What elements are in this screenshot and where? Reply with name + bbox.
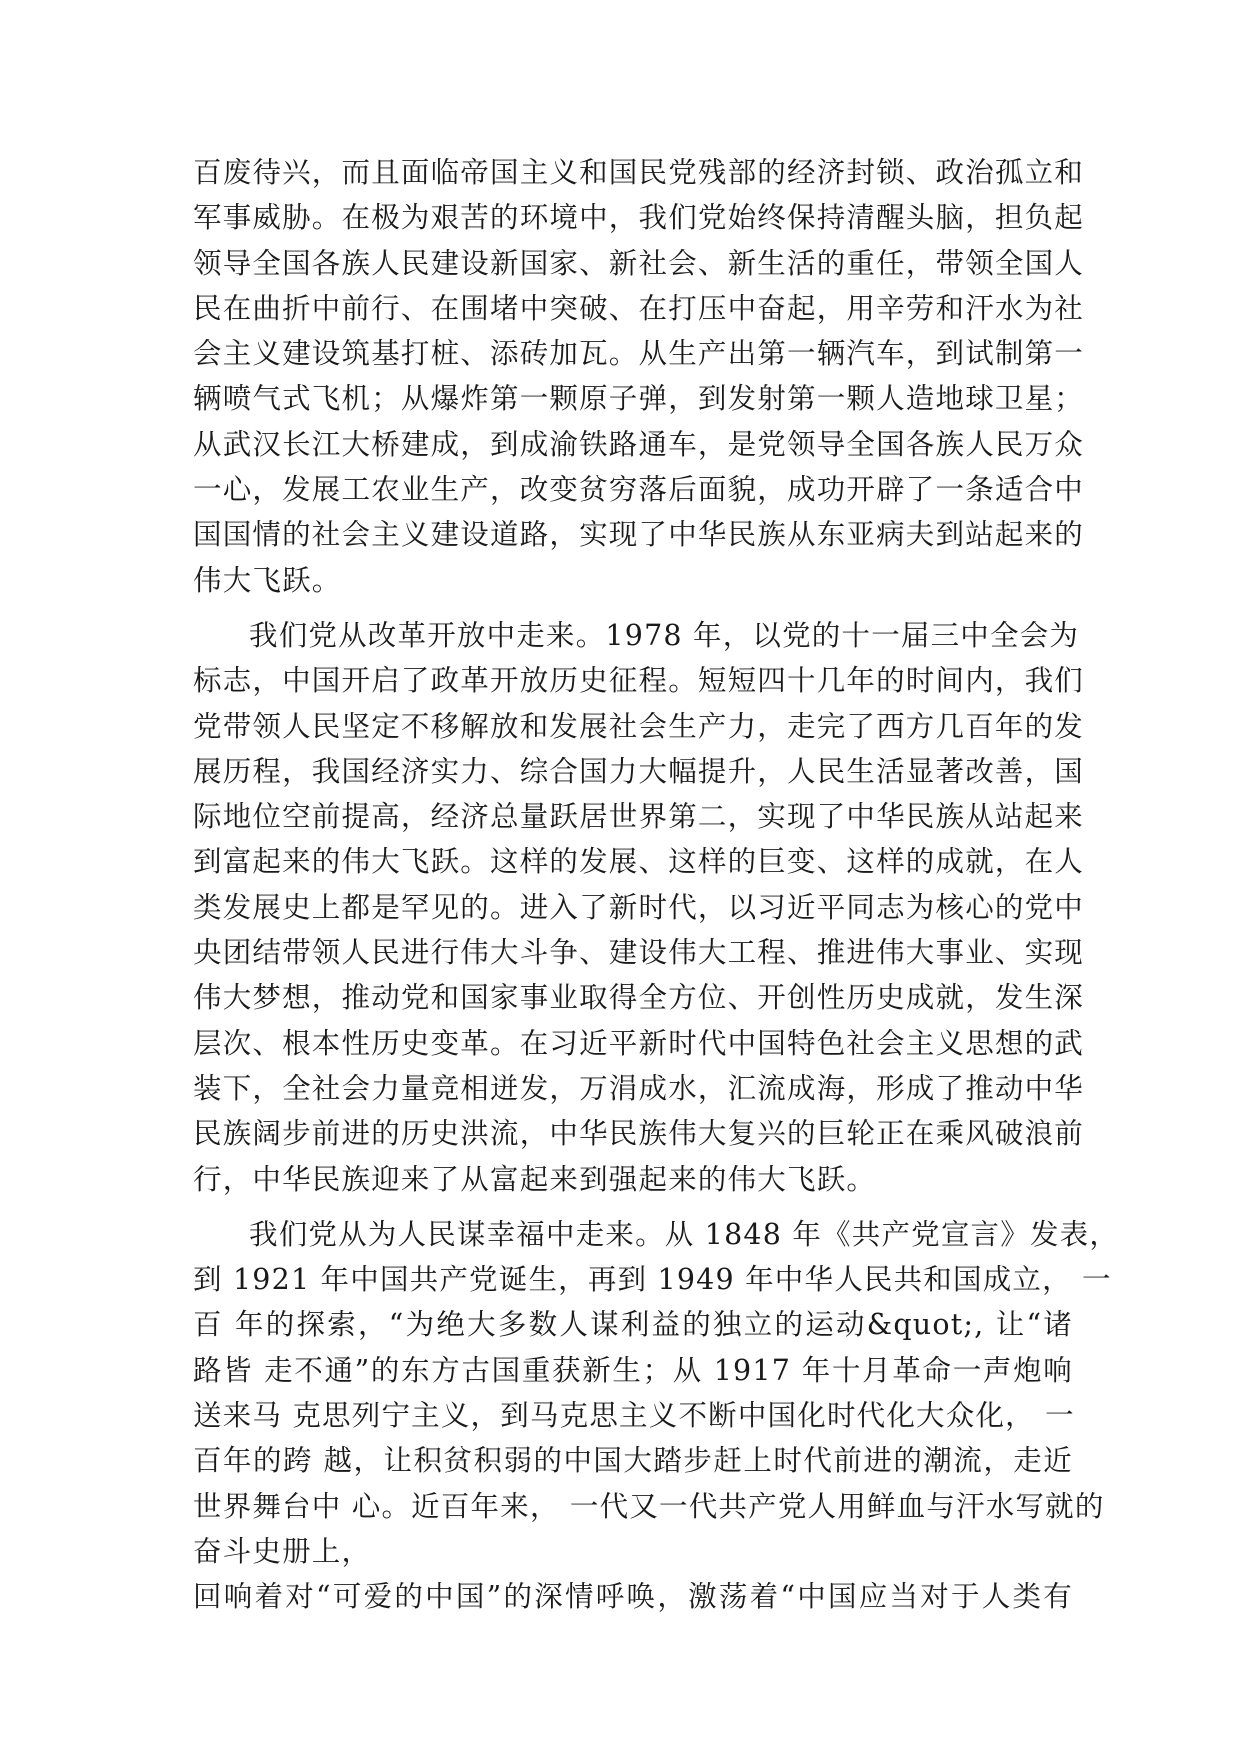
paragraph-1 [193, 150, 1085, 603]
text-line: 装下，全社会力量竞相迸发，万涓成水，汇流成海，形成了推动中华 [193, 1071, 1085, 1105]
paragraph-gap [193, 1202, 1073, 1212]
text-line: 伟大飞跃。 [193, 563, 342, 597]
text-line: 国国情的社会主义建设道路，实现了中华民族从东亚病夫到站起来的 [193, 518, 1085, 552]
text-line: 从武汉长江大桥建成，到成渝铁路通车，是党领导全国各族人民万众 [193, 427, 1085, 461]
text-line: 民在曲折中前行、在围堵中突破、在打压中奋起，用辛劳和汗水为社 [193, 291, 1085, 325]
text-line: 民族阔步前进的历史洪流，中华民族伟大复兴的巨轮正在乘风破浪前 [193, 1117, 1085, 1151]
text-line: 展历程，我国经济实力、综合国力大幅提升，人民生活显著改善，国 [193, 754, 1085, 788]
text-line: 送来马 克思列宁主义，到马克思主义不断中国化时代化大众化， 一 [193, 1399, 1075, 1433]
text-line: 领导全国各族人民建设新国家、新社会、新生活的重任，带领全国人 [193, 246, 1085, 280]
text-line: 我们党从改革开放中走来。1978 年，以党的十一届三中全会为 [249, 618, 1080, 652]
text-line: 际地位空前提高，经济总量跃居世界第二，实现了中华民族从站起来 [193, 800, 1085, 834]
text-line: 类发展史上都是罕见的。进入了新时代，以习近平同志为核心的党中 [193, 890, 1085, 924]
paragraph-gap [193, 603, 1073, 613]
text-line: 军事威胁。在极为艰苦的环境中，我们党始终保持清醒头脑，担负起 [193, 201, 1085, 235]
text-line: 党带领人民坚定不移解放和发展社会生产力，走完了西方几百年的发 [193, 709, 1085, 743]
text-line: 百 年的探索，“为绝大多数人谋利益的独立的运动&quot;, 让“诸 [193, 1308, 1073, 1342]
text-line: 百废待兴，而且面临帝国主义和国民党残部的经济封锁、政治孤立和 [193, 156, 1085, 189]
text-line: 百年的跨 越，让积贫积弱的中国大踏步赶上时代前进的潮流，走近 [193, 1444, 1073, 1478]
text-line: 层次、根本性历史变革。在习近平新时代中国特色社会主义思想的武 [193, 1026, 1085, 1060]
text-line: 世界舞台中 心。近百年来， 一代又一代共产党人用鲜血与汗水写就的 [193, 1489, 1105, 1523]
body-text [193, 150, 1120, 1620]
text-line: 到富起来的伟大飞跃。这样的发展、这样的巨变、这样的成就，在人 [193, 845, 1085, 879]
paragraph-2 [193, 613, 1085, 1202]
text-line: 伟大梦想，推动党和国家事业取得全方位、开创性历史成就，发生深 [193, 981, 1085, 1015]
text-line: 一心，发展工农业生产，改变贫穷落后面貌，成功开辟了一条适合中 [193, 473, 1085, 507]
text-line: 奋斗史册上， [193, 1534, 372, 1568]
text-line: 回响着对“可爱的中国”的深情呼唤，激荡着“中国应当对于人类有 [193, 1580, 1073, 1614]
text-line: 央团结带领人民进行伟大斗争、建设伟大工程、推进伟大事业、实现 [193, 936, 1085, 970]
text-line: 到 1921 年中国共产党诞生，再到 1949 年中华人民共和国成立， 一 [193, 1263, 1112, 1297]
text-line: 会主义建设筑基打桩、添砖加瓦。从生产出第一辆汽车，到试制第一 [193, 337, 1085, 371]
text-line: 路皆 走不通”的东方古国重获新生；从 1917 年十月革命一声炮响 [193, 1353, 1073, 1387]
text-line: 行，中华民族迎来了从富起来到强起来的伟大飞跃。 [193, 1162, 877, 1196]
paragraph-3 [193, 1212, 1120, 1620]
text-line: 我们党从为人民谋幸福中走来。从 1848 年《共产党宣言》发表， [249, 1217, 1120, 1251]
text-line: 标志，中国开启了政革开放历史征程。短短四十几年的时间内，我们 [193, 664, 1085, 698]
text-line: 辆喷气式飞机；从爆炸第一颗原子弹，到发射第一颗人造地球卫星； [193, 382, 1085, 416]
